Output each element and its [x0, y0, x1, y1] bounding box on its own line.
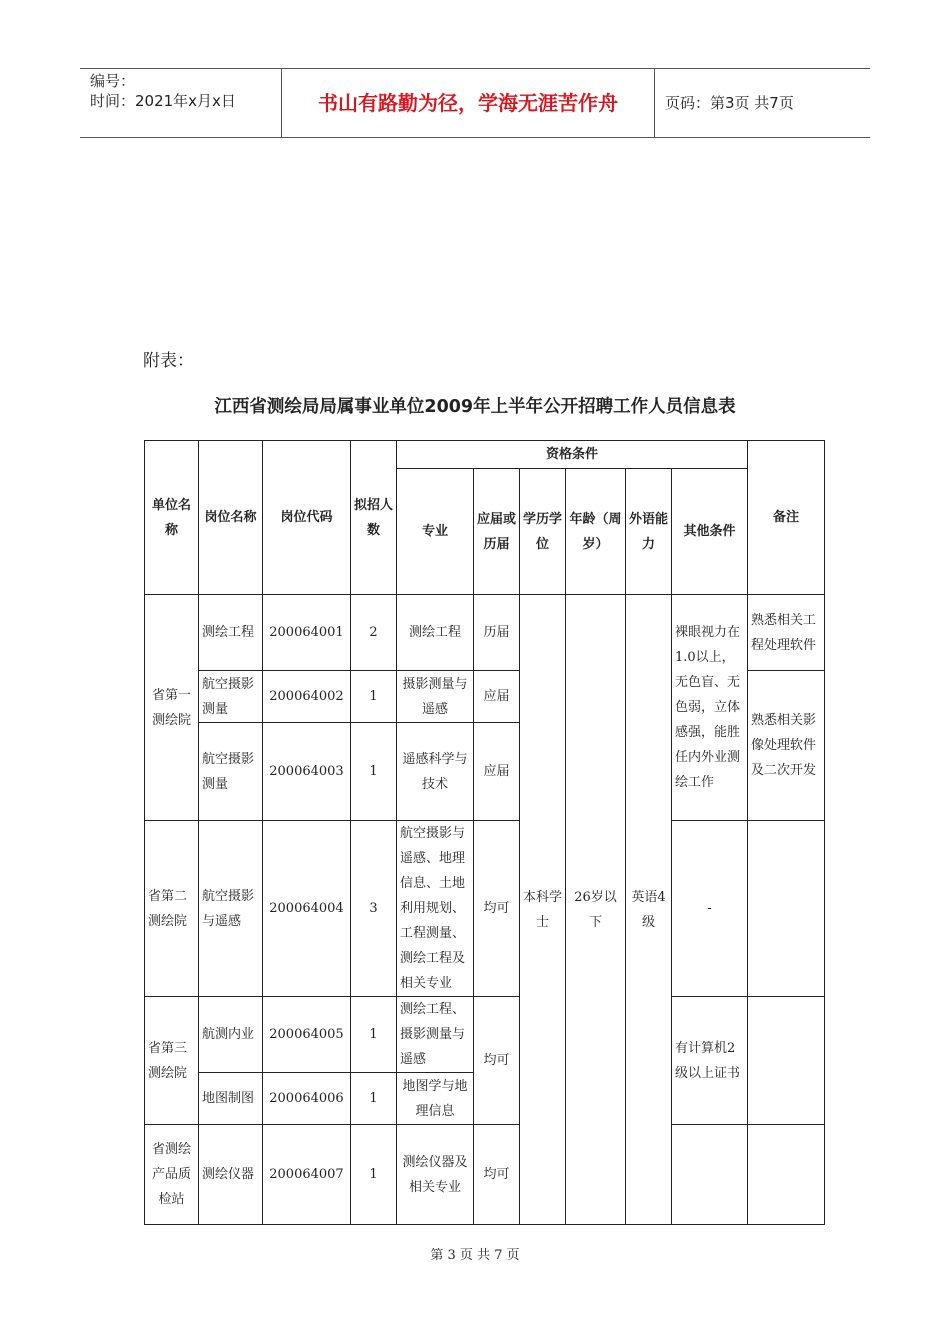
graduate-cell: 应届	[474, 671, 520, 723]
count-cell: 1	[351, 723, 397, 821]
header-divider	[654, 69, 655, 137]
header-time: 时间：2021年x月x日	[90, 92, 236, 110]
code-cell: 200064006	[263, 1073, 351, 1125]
header-language: 外语能力	[626, 469, 672, 595]
unit-cell: 省第三测绘院	[145, 997, 199, 1125]
code-cell: 200064003	[263, 723, 351, 821]
header-code: 岗位代码	[263, 441, 351, 595]
recruitment-info-table	[144, 440, 825, 1225]
major-cell: 测绘仪器及相关专业	[397, 1125, 474, 1225]
other-cell: 有计算机2级以上证书	[672, 997, 748, 1125]
header-qualifications: 资格条件	[397, 441, 748, 469]
major-cell: 摄影测量与遥感	[397, 671, 474, 723]
count-cell: 1	[351, 1073, 397, 1125]
graduate-cell: 应届	[474, 723, 520, 821]
code-cell: 200064005	[263, 997, 351, 1073]
graduate-cell: 均可	[474, 997, 520, 1125]
count-cell: 2	[351, 595, 397, 671]
code-cell: 200064007	[263, 1125, 351, 1225]
other-cell: 裸眼视力在1.0以上，无色盲、无色弱，立体感强，能胜任内外业测绘工作	[672, 595, 748, 821]
code-cell: 200064004	[263, 821, 351, 997]
other-cell: -	[672, 821, 748, 997]
header-age: 年龄（周岁）	[566, 469, 626, 595]
other-cell	[672, 1125, 748, 1225]
header-major: 专业	[397, 469, 474, 595]
header-graduate: 应届或历届	[474, 469, 520, 595]
count-cell: 3	[351, 821, 397, 997]
remark-cell: 熟悉相关影像处理软件及二次开发	[748, 671, 825, 821]
header-count: 拟招人数	[351, 441, 397, 595]
count-cell: 1	[351, 671, 397, 723]
post-cell: 航测内业	[199, 997, 263, 1073]
attachment-label: 附表：	[143, 351, 194, 371]
unit-cell: 省第二测绘院	[145, 821, 199, 997]
post-cell: 测绘工程	[199, 595, 263, 671]
degree-cell: 本科学士	[520, 595, 566, 1225]
post-cell: 航空摄影与遥感	[199, 821, 263, 997]
remark-cell: 熟悉相关工程处理软件	[748, 595, 825, 671]
language-cell: 英语4级	[626, 595, 672, 1225]
page-header	[80, 68, 870, 138]
code-cell: 200064002	[263, 671, 351, 723]
post-cell: 航空摄影测量	[199, 671, 263, 723]
header-unit: 单位名称	[145, 441, 199, 595]
post-cell: 地图制图	[199, 1073, 263, 1125]
remark-cell	[748, 821, 825, 997]
header-page-info: 页码：第3页 共7页	[665, 94, 794, 112]
header-other: 其他条件	[672, 469, 748, 595]
header-meta	[90, 71, 280, 111]
header-degree: 学历学位	[520, 469, 566, 595]
post-cell: 测绘仪器	[199, 1125, 263, 1225]
graduate-cell: 均可	[474, 821, 520, 997]
major-cell: 地图学与地理信息	[397, 1073, 474, 1125]
major-cell: 测绘工程、摄影测量与遥感	[397, 997, 474, 1073]
major-cell: 航空摄影与遥感、地理信息、土地利用规划、工程测量、测绘工程及相关专业	[397, 821, 474, 997]
count-cell: 1	[351, 997, 397, 1073]
remark-cell	[748, 1125, 825, 1225]
graduate-cell: 历届	[474, 595, 520, 671]
unit-cell: 省测绘产品质检站	[145, 1125, 199, 1225]
header-number: 编号：	[90, 72, 136, 90]
age-cell: 26岁以下	[566, 595, 626, 1225]
major-cell: 测绘工程	[397, 595, 474, 671]
unit-cell: 省第一测绘院	[145, 595, 199, 821]
remark-cell	[748, 997, 825, 1125]
code-cell: 200064001	[263, 595, 351, 671]
table-title: 江西省测绘局局属事业单位2009年上半年公开招聘工作人员信息表	[214, 397, 736, 417]
header-post: 岗位名称	[199, 441, 263, 595]
page-footer: 第 3 页 共 7 页	[430, 1248, 520, 1263]
graduate-cell: 均可	[474, 1125, 520, 1225]
major-cell: 遥感科学与技术	[397, 723, 474, 821]
header-remark: 备注	[748, 441, 825, 595]
count-cell: 1	[351, 1125, 397, 1225]
post-cell: 航空摄影测量	[199, 723, 263, 821]
header-motto: 书山有路勤为径，学海无涯苦作舟	[318, 91, 618, 115]
